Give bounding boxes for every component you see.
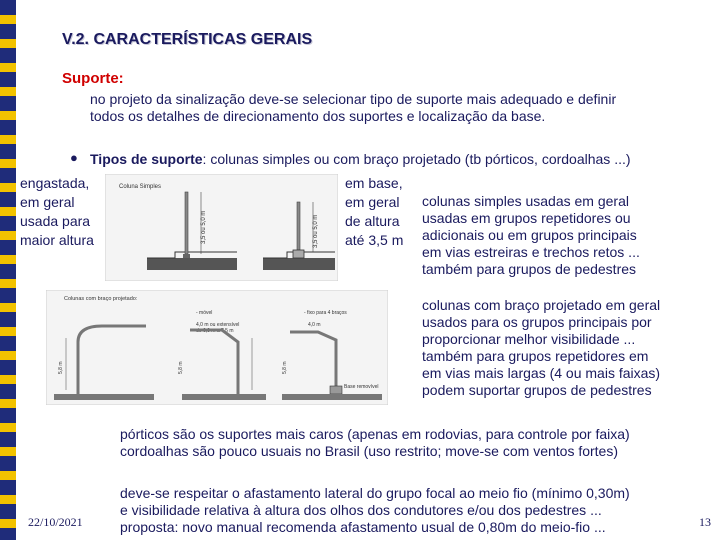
tipos-rest-text: : colunas simples ou com braço projetado (tb pórticos, cordoalhas ...) (202, 151, 631, 167)
note-line: até 3,5 m (345, 232, 404, 248)
desc-line: em vias mais largas (4 ou mais faixas) (422, 365, 661, 381)
bullet-icon: ● (70, 150, 78, 165)
note-line: em base, (345, 175, 403, 191)
slide-title: V.2. CARACTERÍSTICAS GERAIS (62, 31, 313, 48)
dimension-label: de 6,0 m a 7,5 m (196, 328, 234, 334)
figure-caption: Colunas com braço projetado: (64, 296, 138, 302)
base-removivel-label: Base removível (344, 384, 379, 390)
tipos-bold-label: Tipos de suporte (90, 151, 203, 167)
text-line: cordoalhas são pouco usuais no Brasil (uso restrito; move-se com ventos fortes) (120, 443, 619, 459)
braco-projetado-description (422, 297, 712, 399)
intro-line: todos os detalhes de direcionamento dos suportes e localização da base. (90, 108, 546, 124)
note-line: em geral (345, 194, 400, 210)
note-line: de altura (345, 213, 400, 229)
dimension-label: 5,8 m (58, 361, 64, 374)
desc-line: adicionais ou em grupos principais (422, 227, 637, 243)
dimension-label: 5,8 m (282, 361, 288, 374)
colunas-simples-description (422, 193, 712, 278)
note-line: em geral (20, 194, 75, 210)
braco-projetado-diagram (46, 290, 388, 405)
intro-line: no projeto da sinalização deve-se selecionar tipo de suporte mais adequado e definir (90, 91, 617, 107)
desc-line: colunas simples usadas em geral (422, 193, 629, 209)
label-movel: - móvel (196, 310, 213, 316)
figure-caption: Coluna Simples (119, 184, 162, 190)
desc-line: proporcionar melhor visibilidade ... (422, 331, 636, 347)
porticos-paragraph (120, 426, 710, 460)
dimension-label: 4,0 m (308, 322, 321, 328)
dimension-label: 4,0 m ou extensível (196, 322, 240, 328)
afastamento-paragraph (120, 485, 700, 536)
note-line: maior altura (20, 232, 94, 248)
suporte-heading: Suporte: (62, 70, 124, 87)
em-base-note (345, 174, 403, 250)
text-line: e visibilidade relativa à altura dos olhos dos condutores e/ou dos pedestres ... (120, 502, 602, 518)
intro-paragraph (90, 91, 700, 125)
desc-line: podem suportar grupos de pedestres (422, 382, 652, 398)
text-line: pórticos são os suportes mais caros (apenas em rodovias, para controle por faixa) (120, 426, 630, 442)
text-line: deve-se respeitar o afastamento lateral do grupo focal ao meio fio (mínimo 0,30m) (120, 485, 630, 501)
coluna-simples-figure (105, 174, 338, 281)
desc-line: colunas com braço projetado em geral (422, 297, 661, 313)
engastada-note (20, 174, 94, 250)
desc-line: também para grupos repetidores em (422, 348, 649, 364)
coluna-simples-diagram (105, 174, 338, 281)
braco-projetado-figure (46, 290, 388, 405)
desc-line: usadas em grupos repetidores ou (422, 210, 631, 226)
dimension-label: 3,5 ou 5,0 m (201, 210, 207, 244)
tipos-de-suporte-line (90, 151, 715, 168)
dimension-label: 5,8 m (178, 361, 184, 374)
note-line: engastada, (20, 175, 90, 191)
slide-date: 22/10/2021 (28, 515, 83, 529)
note-line: usada para (20, 213, 91, 229)
dimension-label: 3,5 ou 5,0 m (313, 214, 319, 248)
page-number: 13 (699, 515, 711, 529)
left-decorative-stripe (0, 0, 16, 540)
desc-line: em vias estreiras e trechos retos ... (422, 244, 640, 260)
label-fixo: - fixo para 4 braços (304, 310, 347, 316)
desc-line: também para grupos de pedestres (422, 261, 637, 277)
desc-line: usados para os grupos principais por (422, 314, 652, 330)
text-line: proposta: novo manual recomenda afastamento usual de 0,80m do meio-fio ... (120, 519, 606, 535)
